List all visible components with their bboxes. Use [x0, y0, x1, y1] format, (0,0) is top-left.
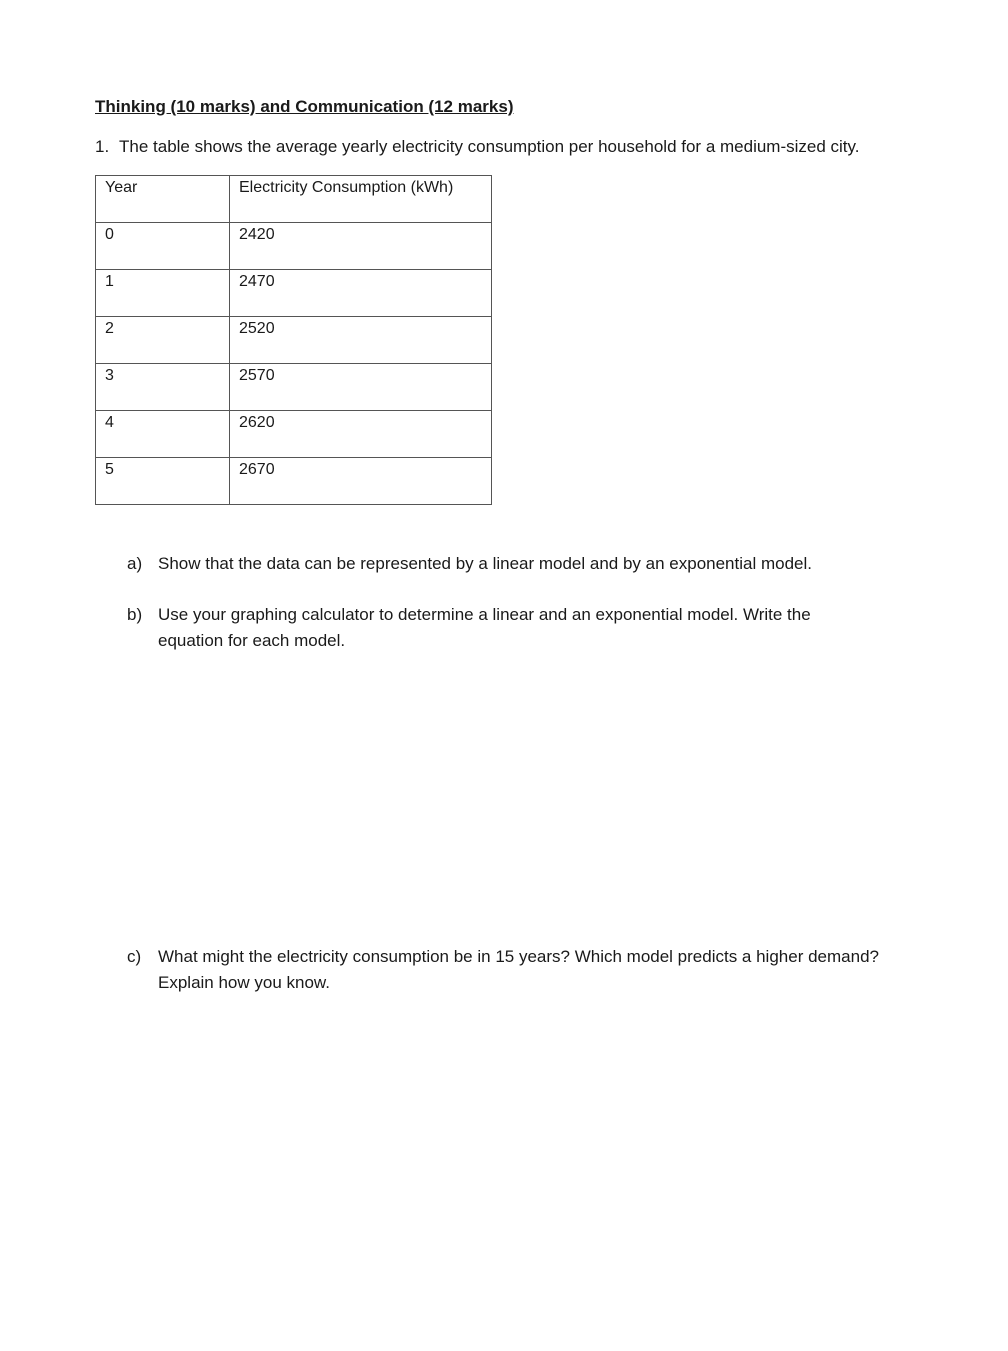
part-b [127, 602, 927, 654]
question-text: The table shows the average yearly electricity consumption per household for a medium-sized city. [119, 137, 860, 156]
column-header-year: Year [96, 176, 230, 223]
section-heading: Thinking (10 marks) and Communication (12 marks) [95, 97, 514, 116]
cell-year: 4 [96, 411, 230, 458]
cell-consumption: 2570 [230, 364, 492, 411]
cell-year: 2 [96, 317, 230, 364]
cell-consumption: 2470 [230, 270, 492, 317]
cell-consumption: 2520 [230, 317, 492, 364]
part-text-line: What might the electricity consumption be in 15 years? Which model predicts a higher demand? [158, 947, 879, 966]
part-a [127, 551, 927, 577]
part-text-line: Use your graphing calculator to determine a linear and an exponential model. Write the [158, 605, 811, 624]
table-row [96, 411, 492, 458]
cell-consumption: 2670 [230, 458, 492, 505]
cell-consumption: 2420 [230, 223, 492, 270]
table-row [96, 317, 492, 364]
cell-year: 5 [96, 458, 230, 505]
table-header-row [96, 176, 492, 223]
question-1 [95, 137, 860, 157]
table-row [96, 364, 492, 411]
consumption-table [95, 175, 492, 505]
cell-year: 0 [96, 223, 230, 270]
part-label: b) [127, 605, 143, 624]
table-row [96, 223, 492, 270]
cell-year: 3 [96, 364, 230, 411]
table-row [96, 458, 492, 505]
table-row [96, 270, 492, 317]
part-text-line: Explain how you know. [158, 973, 330, 992]
part-c [127, 944, 947, 996]
cell-year: 1 [96, 270, 230, 317]
column-header-consumption: Electricity Consumption (kWh) [230, 176, 492, 223]
part-text-line: equation for each model. [158, 631, 346, 650]
part-label: c) [127, 947, 142, 966]
part-label: a) [127, 554, 143, 573]
question-number: 1. [95, 137, 110, 156]
cell-consumption: 2620 [230, 411, 492, 458]
part-text: Show that the data can be represented by a linear model and by an exponential model. [158, 554, 812, 573]
